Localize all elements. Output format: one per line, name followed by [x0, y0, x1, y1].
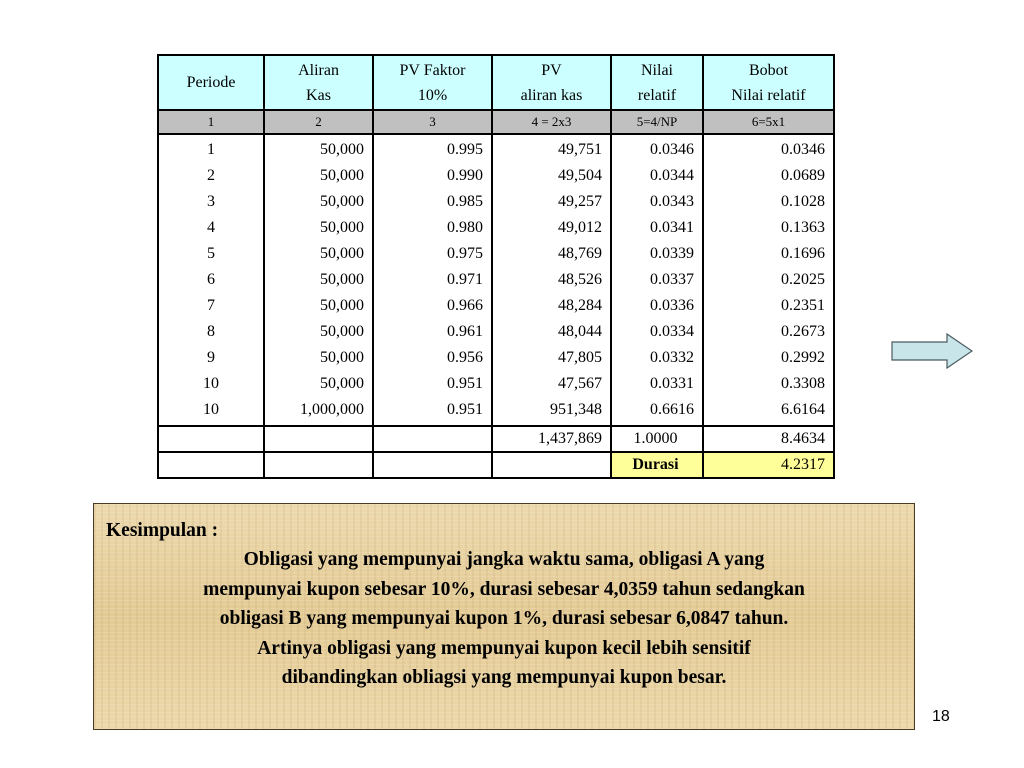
table-cell: 0.0332: [611, 345, 703, 371]
table-cell: 0.3308: [703, 371, 834, 397]
table-cell: 47,805: [492, 345, 611, 371]
table-row: [158, 215, 834, 241]
conclusion-text: [94, 545, 914, 693]
table-cell: 0.995: [373, 134, 492, 163]
table-row: [158, 319, 834, 345]
table-cell: 0.975: [373, 241, 492, 267]
empty-cell: [264, 426, 373, 452]
header-aliran-kas: [264, 55, 373, 110]
header-line: aliran kas: [520, 86, 583, 104]
table-cell: 49,504: [492, 163, 611, 189]
table-cell: 7: [158, 293, 264, 319]
table-cell: 0.0334: [611, 319, 703, 345]
header-pv-aliran-kas: [492, 55, 611, 110]
table-header-row: [158, 55, 834, 110]
table-cell: 50,000: [264, 267, 373, 293]
conclusion-line: dibandingkan obliagsi yang mempunyai kupon besar.: [281, 667, 727, 688]
table-cell: 0.0341: [611, 215, 703, 241]
table-cell: 6.6164: [703, 397, 834, 426]
table-cell: 0.971: [373, 267, 492, 293]
table-row: [158, 189, 834, 215]
table-cell: 49,751: [492, 134, 611, 163]
index-cell: 5=4/NP: [611, 110, 703, 134]
conclusion-line: Artinya obligasi yang mempunyai kupon kecil lebih sensitif: [257, 637, 751, 659]
index-cell: 2: [264, 110, 373, 134]
table-body: [158, 134, 834, 426]
column-index-row: [158, 110, 834, 134]
empty-cell: [158, 452, 264, 478]
empty-cell: [264, 452, 373, 478]
table-cell: 10: [158, 371, 264, 397]
table-cell: 10: [158, 397, 264, 426]
header-line: Nilai relatif: [731, 86, 806, 104]
header-line: 10%: [417, 86, 448, 104]
conclusion-line: mempunyai kupon sebesar 10%, durasi sebesar 4,0359 tahun sedangkan: [203, 578, 805, 600]
empty-cell: [158, 426, 264, 452]
durasi-row: [158, 452, 834, 478]
table-cell: 0.0344: [611, 163, 703, 189]
table-cell: 2: [158, 163, 264, 189]
table-cell: 1: [158, 134, 264, 163]
table-cell: 50,000: [264, 215, 373, 241]
header-line: Kas: [306, 86, 331, 104]
index-cell: 3: [373, 110, 492, 134]
table-cell: 0.961: [373, 319, 492, 345]
header-nilai-relatif: [611, 55, 703, 110]
table-cell: 8: [158, 319, 264, 345]
table-cell: 0.2673: [703, 319, 834, 345]
header-line: relatif: [637, 86, 677, 104]
index-cell: 1: [158, 110, 264, 134]
table-cell: 50,000: [264, 189, 373, 215]
conclusion-line: Obligasi yang mempunyai jangka waktu sama, obligasi A yang: [243, 549, 765, 570]
table-cell: 4: [158, 215, 264, 241]
table-cell: 0.0339: [611, 241, 703, 267]
arrow-shape: [892, 334, 972, 368]
table-cell: 0.1363: [703, 215, 834, 241]
header-line: PV: [541, 61, 562, 79]
table-row: [158, 267, 834, 293]
table-cell: 9: [158, 345, 264, 371]
durasi-label: Durasi: [611, 452, 703, 478]
header-line: Nilai: [641, 61, 673, 79]
table-cell: 49,012: [492, 215, 611, 241]
index-cell: 6=5x1: [703, 110, 834, 134]
nilai-total-cell: 1.0000: [611, 426, 703, 452]
header-line: Bobot: [748, 61, 789, 79]
table-cell: 0.0346: [703, 134, 834, 163]
table-cell: 0.2992: [703, 345, 834, 371]
table-cell: 50,000: [264, 163, 373, 189]
table-row: [158, 134, 834, 163]
table-cell: 48,526: [492, 267, 611, 293]
table-cell: 50,000: [264, 134, 373, 163]
total-row: [158, 426, 834, 452]
conclusion-line: obligasi B yang mempunyai kupon 1%, durasi sebesar 6,0847 tahun.: [219, 608, 789, 629]
table-cell: 0.951: [373, 371, 492, 397]
header-bobot-nilai-relatif: [703, 55, 834, 110]
table-row: [158, 293, 834, 319]
bobot-total-cell: 8.4634: [703, 426, 834, 452]
table-cell: 0.0331: [611, 371, 703, 397]
table-cell: 6: [158, 267, 264, 293]
table-cell: 0.0346: [611, 134, 703, 163]
table-cell: 50,000: [264, 293, 373, 319]
table-cell: 0.1028: [703, 189, 834, 215]
table-cell: 0.2025: [703, 267, 834, 293]
empty-cell: [373, 426, 492, 452]
table-cell: 48,284: [492, 293, 611, 319]
pv-total-cell: 1,437,869: [492, 426, 611, 452]
table-cell: 49,257: [492, 189, 611, 215]
table-cell: 50,000: [264, 371, 373, 397]
header-line: PV Faktor: [399, 61, 466, 79]
header-pv-faktor: [373, 55, 492, 110]
table-cell: 0.990: [373, 163, 492, 189]
table-cell: 0.0337: [611, 267, 703, 293]
table-cell: 48,044: [492, 319, 611, 345]
right-arrow-icon[interactable]: [891, 333, 973, 369]
table-cell: 0.0689: [703, 163, 834, 189]
table-row: [158, 163, 834, 189]
table-cell: 1,000,000: [264, 397, 373, 426]
table-cell: 0.951: [373, 397, 492, 426]
table-cell: 0.0336: [611, 293, 703, 319]
table-row: [158, 345, 834, 371]
duration-table: [157, 54, 835, 479]
header-line: Periode: [186, 74, 236, 91]
table-row: [158, 241, 834, 267]
page-number: 18: [932, 708, 950, 725]
table-cell: 0.966: [373, 293, 492, 319]
empty-cell: [492, 452, 611, 478]
index-cell: 4 = 2x3: [492, 110, 611, 134]
conclusion-title: Kesimpulan :: [106, 520, 219, 541]
empty-cell: [373, 452, 492, 478]
table-cell: 951,348: [492, 397, 611, 426]
table-cell: 50,000: [264, 345, 373, 371]
table-cell: 5: [158, 241, 264, 267]
header-line: Aliran: [298, 61, 339, 79]
conclusion-box: [93, 503, 915, 730]
table-cell: 0.1696: [703, 241, 834, 267]
table-cell: 50,000: [264, 241, 373, 267]
table-cell: 0.985: [373, 189, 492, 215]
table-cell: 3: [158, 189, 264, 215]
durasi-value: 4.2317: [703, 452, 834, 478]
table-row: [158, 371, 834, 397]
header-periode: [158, 55, 264, 110]
table-row: [158, 397, 834, 426]
table-cell: 50,000: [264, 319, 373, 345]
table-cell: 48,769: [492, 241, 611, 267]
table-cell: 0.6616: [611, 397, 703, 426]
table-cell: 47,567: [492, 371, 611, 397]
table-cell: 0.0343: [611, 189, 703, 215]
table-cell: 0.2351: [703, 293, 834, 319]
table-cell: 0.980: [373, 215, 492, 241]
table-cell: 0.956: [373, 345, 492, 371]
